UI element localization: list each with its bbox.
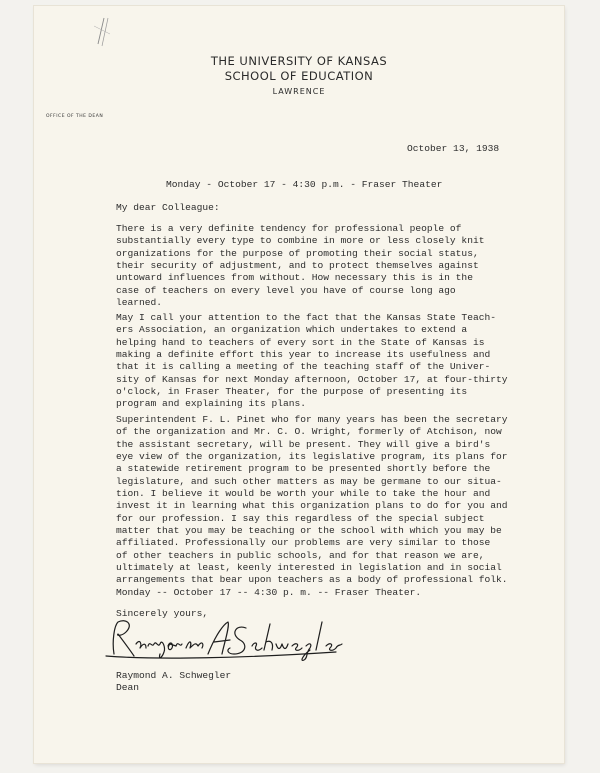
paragraph-line: May I call your attention to the fact that the Kansas State Teach-: [116, 312, 496, 323]
paragraph-line: case of teachers on every level you have of course long ago: [116, 284, 456, 296]
paragraph-line: matter that you may be teaching or the school with which you may be: [116, 525, 502, 537]
paragraph-2: [116, 312, 556, 411]
paragraph-line: that it is calling a meeting of the teaching staff of the Univer-: [116, 361, 491, 373]
salutation: My dear Colleague:: [116, 202, 220, 213]
paragraph-line: arrangements that bear upon teachers as a body of professional folk.: [116, 574, 508, 586]
pencil-mark: [82, 14, 122, 54]
paragraph-line: organizations for the purpose of promoting their social status,: [116, 247, 479, 259]
paragraph-line: invest it in learning what this organization plans to do for you and: [116, 500, 508, 512]
handwritten-signature: [96, 614, 356, 664]
paragraph-line: helping hand to teachers of every sort in the State of Kansas is: [116, 336, 485, 348]
paragraph-line: legislature, and such other matters as may be germane to our situa-: [116, 475, 502, 487]
city-name: LAWRENCE: [272, 87, 326, 96]
paragraph-line: substantially every type to combine in more or less closely knit: [116, 235, 485, 247]
paragraph-line: of the organization and Mr. C. O. Wright, formerly of Atchison, now: [116, 426, 502, 438]
paragraph-line: tion. I believe it would be worth your while to take the hour and: [116, 488, 491, 500]
paragraph-line: untoward influences from without. How necessary this is in the: [116, 272, 473, 284]
university-name: THE UNIVERSITY OF KANSAS: [210, 54, 388, 68]
paragraph-line: sity of Kansas for next Monday afternoon, October 17, at four-thirty: [116, 373, 508, 385]
paragraph-line: ultimately at least, keenly interested in legislation and in social: [116, 562, 502, 574]
office-label: OFFICE OF THE DEAN: [46, 114, 104, 119]
paragraph-line: for our profession. I say this regardless of the special subject: [116, 512, 485, 524]
paragraph-3: [116, 414, 556, 587]
paragraph-line: Superintendent F. L. Pinet who for many years has been the secretary: [116, 414, 508, 425]
paragraph-line: making a definite effort this year to increase its usefulness and: [116, 349, 491, 361]
paragraph-line: ers Association, an organization which undertakes to extend a: [116, 324, 468, 336]
closing-meeting-line: Monday -- October 17 -- 4:30 p. m. -- Fraser Theater.: [116, 587, 422, 598]
paragraph-line: a statewide retirement program to be presented shortly before the: [116, 463, 491, 475]
paragraph-line: learned.: [116, 297, 163, 309]
paragraph-line: their security of adjustment, and to protect themselves against: [116, 260, 479, 272]
signer-name: Raymond A. Schwegler: [116, 670, 232, 681]
paragraph-line: o'clock, in Fraser Theater, for the purpose of presenting its: [116, 386, 468, 398]
paragraph-line: the assistant secretary, will be present. They will give a bird's: [116, 438, 491, 450]
paragraph-line: program and explaining its plans.: [116, 398, 306, 410]
school-name: SCHOOL OF EDUCATION: [224, 69, 374, 83]
signer-title: Dean: [116, 682, 140, 693]
paragraph-line: eye view of the organization, its legislative program, its plans for: [116, 451, 508, 463]
paragraph-line: of other teachers in public schools, and for that reason we are,: [116, 549, 485, 561]
letter-date: October 13, 1938: [407, 143, 500, 154]
paragraph-1: [116, 223, 556, 309]
letter-sheet: [34, 6, 564, 763]
paragraph-line: There is a very definite tendency for professional people of: [116, 223, 462, 234]
meeting-line: Monday - October 17 - 4:30 p.m. - Fraser Theater: [166, 179, 443, 190]
closing: Sincerely yours,: [116, 608, 209, 619]
paragraph-line: affiliated. Professionally our problems are very similar to those: [116, 537, 491, 549]
